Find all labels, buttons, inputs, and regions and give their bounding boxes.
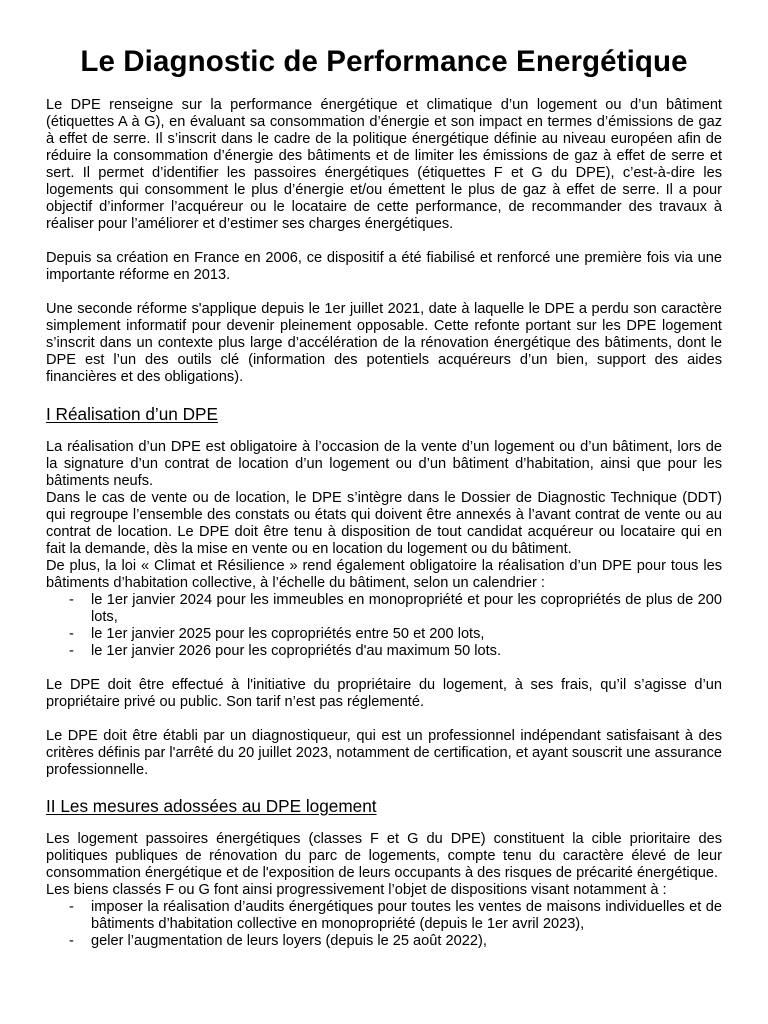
section-1-paragraph-4: Le DPE doit être effectué à l'initiative du propriétaire du logement, à ses frais, qu’il s’agisse d’un propriétaire privé ou public. Son tarif n’est pas réglementé.	[46, 677, 722, 710]
section-1-paragraph-1: La réalisation d’un DPE est obligatoire à l’occasion de la vente d’un logement ou d’un bâtiment, lors de la signature d’un contrat de location d’un logement ou d’un bâtiment d’habitation, ainsi que pour les bâtiments neufs.	[46, 439, 722, 489]
measures-list	[46, 899, 722, 950]
section-1-paragraph-2: Dans le cas de vente ou de location, le DPE s’intègre dans le Dossier de Diagnostic Technique (DDT) qui regroupe l’ensemble des constats ou états qui doivent être annexés à l’avant contrat de vente ou au contrat de location. Le DPE doit être tenu à disposition de tout candidat acquéreur ou locataire qui en fait la demande, dès la mise en vente ou en location du logement ou du bâtiment.	[46, 490, 722, 557]
list-item: - le 1er janvier 2025 pour les copropriétés entre 50 et 200 lots,	[46, 626, 722, 643]
section-1-heading: I Réalisation d’un DPE	[46, 404, 218, 424]
section-1-paragraph-3: De plus, la loi « Climat et Résilience » rend également obligatoire la réalisation d’un DPE pour tous les bâtiments d’habitation collective, à l’échelle du bâtiment, selon un calendrier :	[46, 558, 722, 591]
section-2-heading: II Les mesures adossées au DPE logement	[46, 796, 377, 816]
intro-paragraph-1: Le DPE renseigne sur la performance énergétique et climatique d’un logement ou d’un bâtiment (étiquettes A à G), en évaluant sa consommation d’énergie et son impact en termes d’émissions de gaz à effet de serre. Il s’inscrit dans le cadre de la politique énergétique définie au niveau européen afin de réduire la consommation d’énergie des bâtiments et de limiter les émissions de gaz à effet de serre et sert. Il permet d’identifier les passoires énergétiques (étiquettes F et G du DPE), c’est-à-dire les logements qui consomment le plus d’énergie et/ou émettent le plus de gaz à effet de serre. Il a pour objectif d’informer l’acquéreur ou le locataire de cette performance, de recommander des travaux à réaliser pour l’améliorer et d’estimer ses charges énergétiques.	[46, 97, 722, 232]
list-item: - le 1er janvier 2026 pour les copropriétés d'au maximum 50 lots.	[46, 643, 722, 660]
calendar-list	[46, 592, 722, 660]
intro-paragraph-3: Une seconde réforme s'applique depuis le 1er juillet 2021, date à laquelle le DPE a perdu son caractère simplement informatif pour devenir pleinement opposable. Cette refonte portant sur les DPE logement s’inscrit dans un contexte plus large d’accélération de la rénovation énergétique des bâtiments, dont le DPE est l’un des outils clé (information des potentiels acquéreurs d’un bien, support des aides financières et des obligations).	[46, 301, 722, 385]
list-item: - le 1er janvier 2024 pour les immeubles en monopropriété et pour les copropriétés de plus de 200 lots,	[46, 592, 722, 626]
section-2-paragraph-2: Les biens classés F ou G font ainsi progressivement l’objet de dispositions visant notamment à :	[46, 882, 667, 898]
intro-paragraph-2: Depuis sa création en France en 2006, ce dispositif a été fiabilisé et renforcé une première fois via une importante réforme en 2013.	[46, 250, 722, 283]
list-item: - imposer la réalisation d’audits énergétiques pour toutes les ventes de maisons individuelles et de bâtiments d’habitation collective en monopropriété (depuis le 1er avril 2023),	[46, 899, 722, 933]
list-item: - geler l’augmentation de leurs loyers (depuis le 25 août 2022),	[46, 933, 722, 950]
page-title: Le Diagnostic de Performance Energétique	[80, 45, 688, 78]
section-1-paragraph-5: Le DPE doit être établi par un diagnostiqueur, qui est un professionnel indépendant satisfaisant à des critères définis par l'arrêté du 20 juillet 2023, notamment de certification, et ayant souscrit une assurance professionnelle.	[46, 728, 722, 778]
section-2-paragraph-1: Les logement passoires énergétiques (classes F et G du DPE) constituent la cible prioritaire des politiques publiques de rénovation du parc de logements, compte tenu du caractère élevé de leur consommation énergétique et de l'exposition de leurs occupants à des risques de précarité énergétique.	[46, 831, 722, 881]
